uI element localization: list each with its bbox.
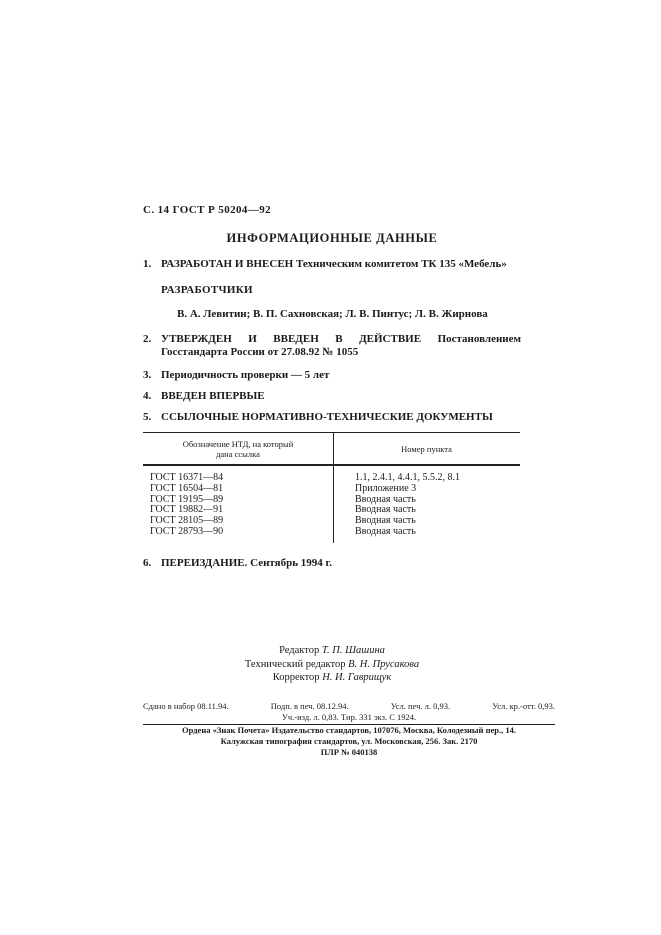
item-number: 6. — [143, 556, 152, 569]
table-header-row — [143, 433, 520, 466]
cell-ntd: ГОСТ 28105—89 — [150, 515, 224, 527]
license-number: ПЛР № 040138 — [320, 746, 378, 757]
body-column — [143, 204, 521, 570]
item-text — [161, 557, 521, 570]
item-2-rest: Постановлением Госстандарта России от 27.08.92 № 1055 — [161, 333, 522, 358]
cell-ntd: ГОСТ 16504—81 — [150, 482, 224, 494]
item-1-bold: РАЗРАБОТАН И ВНЕСЕН — [161, 258, 294, 270]
item-1 — [143, 258, 521, 271]
table-column-divider — [333, 433, 334, 543]
item-2-bold: УТВЕРЖДЕН И ВВЕДЕН В ДЕЙСТВИЕ — [161, 333, 422, 345]
credits-block — [143, 644, 521, 685]
table-row — [143, 484, 520, 495]
item-number: 2. — [143, 333, 152, 345]
item-number: 1. — [143, 258, 152, 270]
cell-ntd: ГОСТ 16371—84 — [150, 472, 224, 483]
credit-label: Технический редактор — [244, 658, 346, 670]
column-header-ntd: Обозначение НТД, на который дана ссылка — [182, 438, 294, 459]
credit-label: Корректор — [272, 672, 320, 683]
credit-label: Редактор — [279, 645, 320, 656]
item-text: ССЫЛОЧНЫЕ НОРМАТИВНО-ТЕХНИЧЕСКИЕ ДОКУМЕНТЫ — [161, 411, 493, 423]
item-text: Периодичность проверки — 5 лет — [161, 369, 330, 381]
item-text — [161, 333, 521, 359]
cell-punkt: Приложение 3 — [355, 482, 417, 494]
cell-punkt: Вводная часть — [355, 525, 416, 537]
cell-punkt: Вводная часть — [355, 493, 416, 505]
publisher-line: Ордена «Знак Почета» Издательство стандартов, 107076, Москва, Колодезный пер., 14. — [182, 725, 516, 735]
credit-line-corrector — [143, 671, 521, 685]
item-number: 4. — [143, 390, 152, 402]
item-6-bold: ПЕРЕИЗДАНИЕ. — [161, 556, 248, 569]
item-number: 5. — [143, 411, 152, 423]
page-header: С. 14 ГОСТ Р 50204—92 — [143, 204, 272, 216]
item-6-rest: Сентябрь 1994 г. — [250, 556, 333, 569]
cell-ntd: ГОСТ 19195—89 — [150, 493, 224, 505]
developers-names: В. А. Левитин; В. П. Сахновская; Л. В. Пинтус; Л. В. Жирнова — [177, 308, 488, 320]
item-6 — [143, 557, 521, 570]
item-text — [161, 258, 521, 271]
printer-line: Калужская типография стандартов, ул. Московская, 256. Зак. 2170 — [220, 735, 478, 746]
developers-heading: РАЗРАБОТЧИКИ — [161, 284, 253, 296]
document-title: ИНФОРМАЦИОННЫЕ ДАННЫЕ — [226, 231, 438, 245]
column-header-punkt: Номер пункта — [401, 443, 452, 454]
imprint-segment: Усл. кр.-отт. 0,93. — [492, 701, 555, 711]
credit-line-tech-editor — [143, 658, 521, 672]
table-body — [143, 466, 520, 543]
credit-name: Н. И. Гаврищук — [322, 672, 392, 683]
imprint-segment: Подп. в печ. 08.12.94. — [270, 701, 349, 711]
cell-ntd: ГОСТ 19882—91 — [150, 504, 224, 516]
table-row — [143, 527, 520, 538]
cell-punkt: 1.1, 2.4.1, 4.4.1, 5.5.2, 8.1 — [355, 472, 460, 483]
item-number: 3. — [143, 369, 152, 381]
credit-line-editor — [143, 644, 521, 658]
credit-name: Т. П. Шашина — [321, 645, 385, 656]
item-4 — [143, 390, 521, 403]
item-5 — [143, 411, 521, 424]
item-text: ВВЕДЕН ВПЕРВЫЕ — [161, 390, 265, 402]
imprint-line-2: Уч.-изд. л. 0,83. Тир. 331 экз. С 1924. — [281, 711, 417, 722]
cell-ntd: ГОСТ 28793—90 — [150, 525, 224, 537]
imprint-line-1 — [143, 701, 555, 712]
references-table — [143, 432, 520, 543]
item-1-rest: Техническим комитетом ТК 135 «Мебель» — [295, 258, 507, 270]
imprint-block — [143, 701, 555, 757]
cell-punkt: Вводная часть — [355, 515, 416, 527]
item-3 — [143, 369, 521, 382]
imprint-segment: Усл. печ. л. 0,93. — [390, 701, 451, 711]
imprint-segment: Сдано в набор 08.11.94. — [143, 701, 229, 711]
item-2 — [143, 333, 521, 359]
cell-punkt: Вводная часть — [355, 504, 416, 516]
credit-name: В. Н. Прусакова — [348, 658, 420, 670]
